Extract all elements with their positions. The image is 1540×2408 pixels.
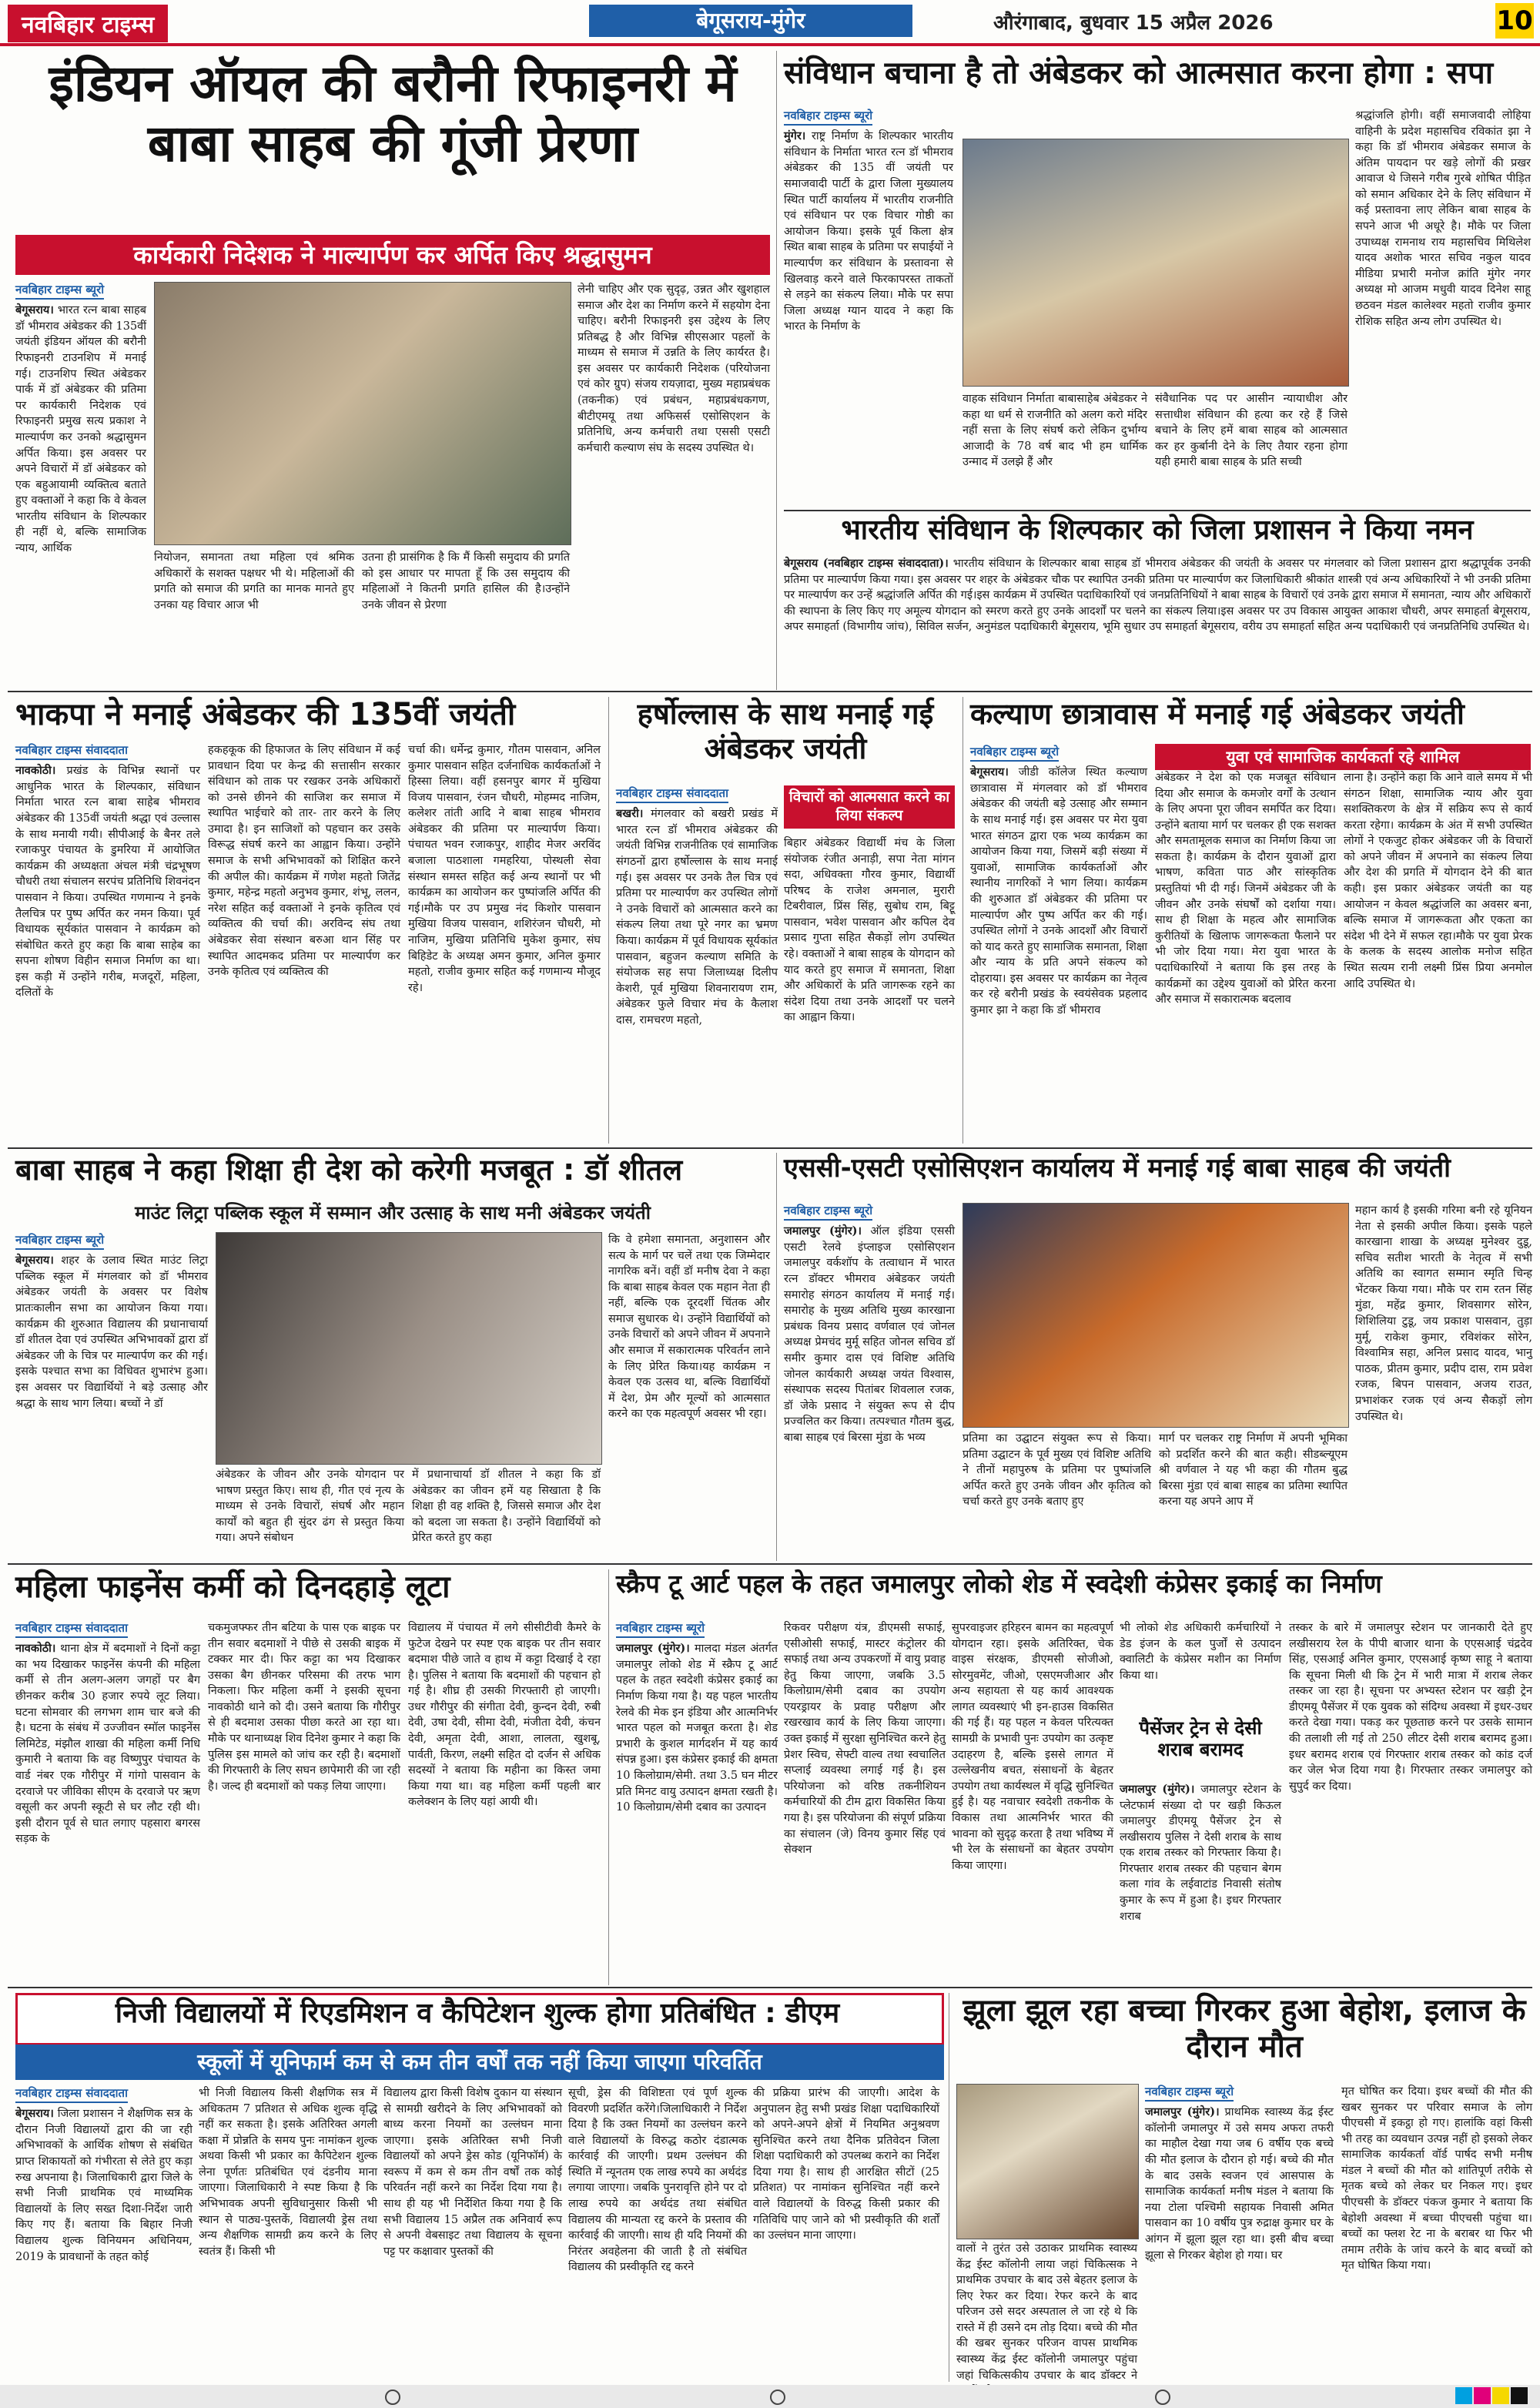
s12-byline: नवबिहार टाइम्स संवाददाता (15, 2085, 128, 2103)
s13-byline: नवबिहार टाइम्स ब्यूरो (1145, 2084, 1234, 2102)
s10-col4 (1120, 1620, 1281, 1713)
s5-para1: मंगलवार को बखरी प्रखंड में भारत रत्न डॉ भीमराव अंबेडकर की जयंती विभिन्न राजनीतिक एवं सामाजिक संगठनों द्वारा हर्षोल्लास के साथ मनाई गई। इस अवसर पर उनके तैल चित्र एवं प्रतिमा पर माल्यार्पण कर उपस्थित लोगों ने उनके विचारों को आत्मसात करने का संकल्प लिया तथा पूरे नगर का भ्रमण किया। कार्यक्रम में पूर्व विधायक सूर्यकांत पासवान, बहुजन कल्याण समिति के संयोजक सह सपा जिलाध्यक्ष दिलीप केशरी, पूर्व मुखिया शिवनारायण राम, अंबेडकर फुले विचार मंच के कैलाश दास, रामचरण महतो, (616, 808, 778, 1026)
s1-para3: उतना ही प्रासंगिक है कि मैं किसी समुदाय की प्रगति को इस आधार पर मापता हूँ कि उस समुदाय की महिलाओं ने कितनी प्रगति हासिल की है।उन्होंने उनके जीवन से प्रेरणा (362, 551, 570, 611)
s6-col3 (1344, 770, 1532, 1144)
s7-para4: कि वे हमेशा समानता, अनुशासन और सत्य के मार्ग पर चलें तथा एक जिम्मेदार नागरिक बनें। वहीं डॉ मनीष देवा ने कहा कि बाबा साहब केवल एक महान नेता ही नहीं, बल्कि एक दूरदर्शी चिंतक और समाज सुधारक थे। उन्होंने विद्यार्थियों को उनके विचारों को अपने जीवन में अपनाने और समाज में सकारात्मक परिवर्तन लाने के लिए प्रेरित किया।यह कार्यक्रम न केवल एक उत्सव था, बल्कि विद्यार्थियों में देश, प्रेम और मूल्यों को आत्मसात करने का एक महत्वपूर्ण अवसर भी रहा। (608, 1234, 770, 1421)
s7-place: बेगूसराय। (15, 1254, 54, 1268)
s4-para1: प्रखंड के विभिन्न स्थानों पर आधुनिक भारत के शिल्पकार, संविधान निर्माता भारत रत्न बाबा साहेब भीमराव अंबेडकर की 135वीं जयंती श्रद्धा एवं उल्लास के साथ मनायी गयी। सीपीआई के बैनर तले रजाकपुर पंचायत के डुमरिया में आयोजित कार्यक्रम की अध्यक्षता अंचल मंत्री चंद्रभूषण चौधरी तथा संचालन सरपंच प्रतिनिधि शिवनंदन पासवान ने किया। उपस्थित गणमान्य ने इनके तैलचित्र पर पुष्प अर्पित कर नमन किया। पूर्व विधायक सूर्यकांत पासवान ने कार्यक्रम को संबोधित करते हुए कहा कि बाबा साहेब का सपना शोषण विहीन समाज निर्माण का था। इस कड़ी में उन्होंने गरीब, मजदूरों, महिला, दलितों के (15, 765, 200, 1000)
s5-col2 (784, 836, 955, 1144)
s4-place: नावकोठी। (15, 764, 56, 778)
s1-col4 (578, 282, 770, 682)
s2-col4 (1355, 108, 1531, 508)
s7-byline: नवबिहार टाइम्स ब्यूरो (15, 1232, 104, 1250)
s8-para2: प्रतिमा का उद्घाटन संयुक्त रूप से किया। प्रतिमा उद्घाटन के पूर्व मुख्य एवं विशिष्ट अतिथि ने तीनों महापुरुष के प्रतिमा पर पुष्पांजलि अर्पित करते हुए उनके जीवन और कृतित्व को चर्चा करते हुए उनके बताए हुए (962, 1432, 1151, 1509)
s9-para1: थाना क्षेत्र में बदमाशों ने दिनों कट्टा का भय दिखाकर फाइनेंस कंपनी की महिला कर्मी से तीन अलग-अलग जगहों पर बैग छीनकर करीब 30 हजार रुपये लूट लिया। घटना सोमवार की लगभग शाम चार बजे की है। घटना के संबंध में उज्जीवन स्मॉल फाइनेंस लिमिटेड, मंझौल शाखा की महिला कर्मी निधि कुमारी ने बताया कि वह विष्णुपुर पंचायत के वार्ड नंबर एक गौरीपुर में गांगो पासवान के दरवाजे पर जीविका सीएम के दरवाजे पर ऋण वसूली कर अपनी स्कूटी से घर लौट रही थी। इसी दौरान पूर्व से घात लगाए पहसारा बगरस सड़क के (15, 1643, 200, 1846)
s2-headline: संविधान बचाना है तो अंबेडकर को आत्मसात करना होगा : सपा (784, 55, 1494, 91)
s9-byline: नवबिहार टाइम्स संवाददाता (15, 1620, 128, 1638)
s11-headline: पैसेंजर ट्रेन से देसी शराब बरामद (1139, 1717, 1262, 1761)
s12-headline: निजी विद्यालयों में रिएडमिशन व कैपिटेशन शुल्क होगा प्रतिबंधित : डीएम (115, 1998, 840, 2029)
page-header (0, 0, 1540, 48)
s1-para4: लेनी चाहिए और एक सुदृढ़, उन्नत और खुशहाल समाज और देश का निर्माण करने में सहयोग देना चाहिए। बरौनी रिफाइनरी इस उद्देश्य के लिए प्रतिबद्ध है और विभिन्न सीएसआर पहलों के माध्यम से समाज में उन्नति के लिए कार्यरत है। इस अवसर पर कार्यकारी निदेशक (परियोजना एवं कोर ग्रुप) संजय रायज़ादा, मुख्य महाप्रबंधक (तकनीक) एवं प्रबंधन, महाप्रबंधकगण, बीटीएमयू तथा अफिसर्स एसोसिएशन के प्रतिनिधि, अन्य कर्मचारी तथा एससी एसटी कर्मचारी कल्याण संघ के सदस्य उपस्थित थे। (578, 283, 770, 454)
s12-para1: जिला प्रशासन ने शैक्षणिक सत्र के दौरान निजी विद्यालयों द्वारा की जा रही अभिभावकों के आर्थिक शोषण से संबंधित प्राप्त शिकायतों को गंभीरता से लेते हुए कड़ा रुख अपनाया है। जिलाधिकारी द्वारा जिले के सभी निजी प्राथमिक एवं माध्यमिक विद्यालयों के लिए सख्त दिशा-निर्देश जारी किए गए हैं। बताया कि बिहार निजी विद्यालय शुल्क विनियमन अधिनियम, 2019 के प्रावधानों के तहत कोई (15, 2108, 192, 2263)
s2-para2: वाहक संविधान निर्माता बाबासाहेब अंबेडकर ने कहा था धर्म से राजनीति को अलग करो मंदिर नहीं सत्ता के लिए संघर्ष करो लेकिन दुर्भाग्य आजादी के 78 वर्ष बाद भी हम धार्मिक उन्माद में उलझे हैं और (962, 393, 1147, 469)
s8-byline: नवबिहार टाइम्स ब्यूरो (784, 1203, 872, 1221)
newspaper-masthead: नवबिहार टाइम्स (8, 5, 168, 42)
s3-place: बेगूसराय (नवबिहार टाइम्स संवाददाता)। (784, 557, 949, 570)
section-title: बेगूसराय-मुंगेर (589, 5, 912, 37)
s12-para5: की प्रक्रिया प्रारंभ की जाएगी। आदेश के अनुपालन हेतु सभी प्रखंड शिक्षा पदाधिकारियों को अपने-अपने क्षेत्रों में नियमित अनुश्रवण सुनिश्चित करने तथा दैनिक प्रतिवेदन जिला शिक्षा पदाधिकारी को उपलब्ध कराने का निर्देश दिया गया है। साथ ही आरक्षित सीटों (25 प्रतिशत) पर नामांकन सुनिश्चित नहीं करने वाले विद्यालयों के विरुद्ध किसी प्रकार की गतिविधि पाए जाने को भी प्रस्वीकृति की शर्तों का उल्लंघन माना जाएगा। (753, 2087, 939, 2242)
s10-col2 (784, 1620, 946, 1982)
registration-mark-icon (770, 2390, 785, 2405)
divider (8, 1987, 1532, 1988)
cmyk-magenta-swatch-icon (1474, 2387, 1491, 2404)
divider (784, 510, 1531, 511)
page-number: 10 (1495, 3, 1534, 39)
s8-col3 (1159, 1431, 1348, 1558)
cmyk-yellow-swatch-icon (1492, 2387, 1509, 2404)
s10-para2: रिकवर परीक्षण यंत्र, डीएमसी सफाई, एसीओसी सफाई, मास्टर कंट्रोलर की सफाई तथा अन्य उपकरणों में वायु प्रवाह हेतु किया जाएगा, जबकि 3.5 किलोग्राम/सेमी दबाव का उपयोग एयरड्रायर के प्रवाह परीक्षण और रखरखाव कार्य के लिए किया जाएगा। उक्त इकाई में सुरक्षा सुनिश्चित करने हेतु प्रेशर स्विच, सेफ्टी वाल्व तथा स्वचालित सप्लाई व्यवस्था लगाई गई है। इस परियोजना को वरिष्ठ तकनीशियन कर्मचारियों की टीम द्वारा विकसित किया गया है। इस परियोजना की संपूर्ण प्रक्रिया का संचालन (जे) विनय कुमार सिंह एवं सेक्शन (784, 1622, 946, 1857)
s8-col2 (962, 1431, 1151, 1558)
s8-col4 (1355, 1203, 1532, 1557)
s2-place: मुंगेर। (784, 129, 806, 143)
s12-para3: विद्यालय द्वारा किसी विशेष दुकान या संस्थान से सामग्री खरीदने के लिए अभिभावकों को बाध्य करना नियमों का उल्लंघन माना जाएगा। इसके अतिरिक्त सभी निजी विद्यालयों को अपने ड्रेस कोड (यूनिफॉर्म) के स्वरूप में कम से कम तीन वर्षों तक कोई परिवर्तन नहीं करने का निर्देश दिया गया है। साथ ही यह भी निर्देशित किया गया है कि सभी विद्यालय 15 अप्रैल तक अनिवार्य रूप से अपनी वेबसाइट तथा विद्यालय के सूचना पट्ट पर कक्षावार पुस्तकों की (383, 2087, 562, 2258)
s1-banner: कार्यकारी निदेशक ने माल्यार्पण कर अर्पित किए श्रद्धासुमन (15, 235, 770, 275)
s6-headline: कल्याण छात्रावास में मनाई गई अंबेडकर जयंती (970, 697, 1465, 731)
s4-para3: चर्चा की। धर्मेन्द्र कुमार, गौतम पासवान, अनिल कुमार पासवान सहित दर्जनाधिक कार्यकर्ताओं ने हिस्सा लिया। वहीं हसनपुर बागर में मुखिया विजय पासवान, रंजन चौधरी, मोहम्मद नाजिम, कलेशर तांती आदि ने बाबा साहब भीमराव अंबेडकर की प्रतिमा पर माल्यार्पण किया। पंचायत भवन रजाकपुर, शाहीद मेजर अरविंद बजाला पाठशाला गमहरिया, पोस्थली सेवा संस्थान समस्त सहित कई अन्य स्थानों पर भी कार्यक्रम का आयोजन कर पुष्पांजलि अर्पित की गई।मौके पर उप प्रमुख नंद किशोर पासवान मुखिया विजय पासवान, शशिरंजन चौधरी, मो नाजिम, मुखिया प्रतिनिधि मुकेश कुमार, संघ बिहिडेट के अध्यक्ष अमन कुमार, अनिल कुमार महतो, राजीव कुमार सहित कई गणमान्य मौजूद रहे। (408, 744, 601, 994)
s3-body (784, 556, 1531, 687)
s1-col2 (154, 550, 354, 685)
s11-place: जमालपुर (मुंगेर)। (1120, 1783, 1195, 1796)
s3-para1: भारतीय संविधान के शिल्पकार बाबा साहब डॉ भीमराव अंबेडकर की जयंती के अवसर पर मंगलवार को जिला प्रशासन द्वारा श्रद्धापूर्वक उनकी प्रतिमा पर माल्यार्पण किया गया। इस अवसर पर शहर के अंबेडकर चौक पर स्थापित उनकी प्रतिमा पर माल्यार्पण कर जिलाधिकारी श्रीकांत शास्त्री एवं अन्य अधिकारियों ने भी उनकी प्रतिमा पर माल्यार्पण कर उन्हें श्रद्धांजलि अर्पित की गई।इस कार्यक्रम में उपस्थित पदाधिकारियों एवं जनप्रतिनिधियों ने बाबा साहब के विचारों एवं उनके द्वारा समाज में समानता, न्याय और अधिकारों की स्थापना के लिए किए गए अमूल्य योगदान को स्मरण करते हुए उनके आदर्शों पर चलने का संकल्प लिया।इस अवसर पर उप विकास आयुक्त आकाश चौधरी, अपर समाहर्ता बेगूसराय, अपर समाहर्ता (विभागीय जांच), सिविल सर्जन, अनुमंडल पदाधिकारी बेगूसराय, भूमि सुधार उप समाहर्ता बेगूसराय, वरीय उप समाहर्ता सहित अन्य पदाधिकारी एवं जनप्रतिनिधि उपस्थित थे। (784, 558, 1531, 634)
s2-para4: श्रद्धांजलि होगी। वहीं समाजवादी लोहिया वाहिनी के प्रदेश महासचिव रविकांत झा ने कहा कि डॉ भीमराव अंबेडकर समाज के अंतिम पायदान पर खड़े लोगों की प्रखर आवाज थे जिसने गरीब गुरबे शोषित पीड़ित को समान अधिकार देने के लिए संविधान में कई प्रस्तावना लाए लेकिन बाबा साहब के सपने आज भी अधूरे है। मौके पर जिला उपाध्यक्ष रामनाथ राय महासचिव मिथिलेश यादव अशोक भारत सचिव नकुल यादव मीडिया प्रभारी मनोज क्रांति मुंगेर नगर अध्यक्ष मो आजम मधुवी यादव दिनेश साहू छठवन मंडल कालेश्वर महतो राजीव कुमार रोशिक सहित अन्य लोग उपस्थित थे। (1355, 109, 1531, 328)
divider (608, 697, 609, 1144)
s7-photo-school-event (216, 1232, 602, 1465)
s2-photo-sp-tribute (962, 139, 1349, 387)
s13-col1 (956, 2241, 1137, 2382)
s2-para1: राष्ट्र निर्माण के शिल्पकार भारतीय संविधान के निर्माता भारत रत्न डॉ भीमराव अंबेडकर की 135 वीं जयंती पर समाजवादी पार्टी के द्वारा जिला मुख्यालय स्थित पार्टी कार्यालय में भारतीय राजनीति एवं संविधान पर एक विचार गोष्ठी का आयोजन किया। इसके पूर्व किला क्षेत्र स्थित बाबा साहब के प्रतिमा पर सपाईयों ने माल्यार्पण कर संविधान के प्रस्तावना से खिलवाड़ करने वाले फिरकापरस्त ताकतों से लड़ने का संकल्प लिया। मौके पर सपा जिला अध्यक्ष ग्यान यादव ने कहा कि भारत के निर्माण के (784, 130, 953, 333)
s4-col2 (208, 742, 400, 1143)
s9-para2: चकमुजफ्फर तीन बटिया के पास एक बाइक पर तीन सवार बदमाशों ने पीछे से उसकी बाइक में टक्कर मार दी। फिर कट्टा का भय दिखाकर उसका बैग छीनकर परिसमा की तरफ भाग निकला। फिर महिला कर्मी ने इसकी सूचना नावकोठी थाने को दी। उसने बताया कि गौरीपुर से ही बदमाश उसका पीछा करते आ रहा था। मौके पर थानाध्यक्ष शिव दिनेश कुमार ने कहा कि पुलिस इस मामले को जांच कर रही है। बदमाशों की गिरफ्तारी के लिए सघन छापेमारी की जा रही है। जल्द ही बदमाशों को पकड़ लिया जाएगा। (208, 1622, 400, 1793)
s1-col3 (362, 550, 570, 685)
s10-col3 (952, 1620, 1113, 1982)
s1-col1 (15, 282, 146, 682)
s6-col1 (970, 744, 1147, 1144)
s7-col4 (608, 1232, 770, 1556)
s12-place: बेगूसराय। (15, 2107, 54, 2121)
s11-col2 (1289, 1620, 1532, 1982)
s10-byline: नवबिहार टाइम्स ब्यूरो (616, 1620, 705, 1638)
s10-para3: सुपरवाइजर हरिहरन बामन का महत्वपूर्ण योगदान रहा। इसके अतिरिक्त, चेक वाइस संरक्षक, डीएमसी सोजीओ, सोरमुवमेंट, जीओ, एसएमजीआर और अन्य सहायता से यह कार्य आवश्यक लागत व्यवस्थाएं भी इन-हाउस विकसित की गई हैं। यह पहल न केवल परित्यक्त सामग्री के प्रभावी पुनः उपयोग का उत्कृष्ट उदाहरण है, बल्कि इससे लागत में उल्लेखनीय बचत, संसाधनों के बेहतर उपयोग तथा कार्यस्थल में वृद्धि सुनिश्चित हुई है। यह नवाचार स्वदेशी तकनीक के विकास तथा आत्मनिर्भर भारत की भावना को सुदृढ़ करता है तथा भविष्य में भी रेल के संसाधनों का बेहतर उपयोग किया जाएगा। (952, 1622, 1113, 1872)
s8-para4: महान कार्य है इसकी गरिमा बनी रहे यूनियन नेता से इसकी अपील किया। इसके पहले कारखाना शाखा के अध्यक्ष मुनेश्वर दुडू, सचिव सतीश भारती के नेतृत्व में सभी अतिथि का स्वागत सम्मान स्मृति चिन्ह भेंटकर किया गया। मौके पर राम रतन सिंह मुंडा, महेंद्र कुमार, शिवसागर सोरेन, शिशिलिया टुडू, जय प्रकाश पासवान, तुड़ा मुर्मू, राकेश कुमार, रविशंकर सोरेन, विश्वामित्र सहा, अनिल प्रसाद यादव, भानु पाठक, प्रीतम कुमार, प्रदीप दास, राम प्रवेश रजक, बिपन पासवान, अजय राउत, प्रभाशंकर रजक एवं अन्य सैकड़ों लोग उपस्थित थे। (1355, 1204, 1532, 1423)
s13-photo-grieving-family (956, 2084, 1139, 2239)
s12-banner: स्कूलों में यूनिफार्म कम से कम तीन वर्षों तक नहीं किया जाएगा परिवर्तित (15, 2045, 944, 2080)
s8-place: जमालपुर (मुंगेर)। (784, 1224, 862, 1238)
divider (776, 1153, 777, 1561)
s5-headline: हर्षोल्लास के साथ मनाई गई अंबेडकर जयंती (637, 697, 934, 765)
divider (8, 1147, 1532, 1149)
s10-headline: स्क्रैप टू आर्ट पहल के तहत जमालपुर लोको शेड में स्वदेशी कंप्रेसर इकाई का निर्माण (616, 1569, 1382, 1599)
s5-place: बखरी। (616, 807, 644, 821)
s10-col1 (616, 1620, 778, 1982)
s8-photo-statue-unveiling (962, 1203, 1349, 1428)
s5-kicker: विचारों को आत्मसात करने का लिया संकल्प (784, 785, 955, 829)
s6-place: बेगूसराय। (970, 765, 1009, 779)
s12-col3 (383, 2085, 562, 2382)
s2-col1 (784, 108, 953, 508)
s7-para2: अंबेडकर के जीवन और उनके योगदान पर भाषण प्रस्तुत किए। साथ ही, गीत एवं नृत्य के माध्यम से उनके विचारों, संघर्ष और महान कार्यों को बहुत ही सुंदर ढंग से प्रस्तुत किया गया। अपने संबोधन (216, 1469, 404, 1545)
s7-headline: बाबा साहब ने कहा शिक्षा ही देश को करेगी मजबूत : डॉ शीतल (15, 1153, 683, 1187)
s13-col3 (1341, 2084, 1532, 2382)
s1-byline: नवबिहार टाइम्स ब्यूरो (15, 282, 104, 300)
s1-para2: नियोजन, समानता तथा महिला एवं श्रमिक अधिकारों के सशक्त पक्षधर भी थे। महिलाओं की प्रगति को समाज की प्रगति का मानक मानते हुए उनका यह विचार आज भी (154, 551, 354, 611)
divider (8, 1563, 1532, 1565)
s6-para1: जीडी कॉलेज स्थित कल्याण छात्रावास में मंगलवार को डॉ भीमराव अंबेडकर की जयंती बड़े उत्साह और सम्मान के साथ मनाई गई। इस अवसर पर मेरा युवा भारत संगठन द्वारा एक भव्य कार्यक्रम का आयोजन किया गया, जिसमें बड़ी संख्या में युवाओं, सामाजिक कार्यकर्ताओं और स्थानीय नागरिकों ने भाग लिया। कार्यक्रम की शुरुआत डॉ अंबेडकर की प्रतिमा पर माल्यार्पण और पुष्प अर्पित कर की गई। उपस्थित लोगों ने उनके आदर्शों और विचारों को याद करते हुए सामाजिक समानता, शिक्षा और न्याय के प्रति अपने संकल्प को दोहराया। इस अवसर पर कार्यक्रम का नेतृत्व कर रहे बरौनी प्रखंड के स्वयंसेवक प्रहलाद कुमार झा ने कहा कि डॉ भीमराव (970, 766, 1148, 1016)
s6-para2: अंबेडकर ने देश को एक मजबूत संविधान दिया और समाज के कमजोर वर्गों के उत्थान के लिए अपना पूरा जीवन समर्पित कर दिया। उन्होंने बताया मार्ग पर चलकर ही एक सशक्त और समतामूलक समाज का निर्माण किया जा सकता है। कार्यक्रम के दौरान युवाओं द्वारा भाषण, कविता पाठ और सांस्कृतिक प्रस्तुतियां भी दी गई। जिनमें अंबेडकर जी के जीवन और उनके संघर्षों को दर्शाया गया। साथ ही शिक्षा के महत्व और सामाजिक कुरीतियों के खिलाफ जागरूकता फैलाने पर भी जोर दिया गया। मेरा युवा भारत के पदाधिकारियों ने बताया कि इस तरह के कार्यक्रमों का उद्देश्य युवाओं को प्रेरित करना और समाज में सकारात्मक बदलाव (1155, 772, 1336, 1006)
s6-byline: नवबिहार टाइम्स ब्यूरो (970, 744, 1059, 762)
s7-para3: में प्रधानाचार्या डॉ शीतल ने कहा कि डॉ अंबेडकर का जीवन हमें यह सिखाता है कि शिक्षा ही वह शक्ति है, जिससे समाज और देश को बदला जा सकता है। उन्होंने विद्यार्थियों को प्रेरित करते हुए कहा (412, 1469, 601, 1545)
dateline: औरंगाबाद, बुधवार 15 अप्रैल 2026 (993, 12, 1274, 35)
s1-headline: इंडियन ऑयल की बरौनी रिफाइनरी में बाबा साहब की गूंजी प्रेरणा (49, 54, 737, 173)
s12-col4 (568, 2085, 747, 2382)
s11-para1: जमालपुर स्टेशन के प्लेटफार्म संख्या दो पर खड़ी किऊल जमालपुर डीएमयू पैसेंजर ट्रेन से लखीसराय पुलिस ने देसी शराब के साथ एक शराब तस्कर को गिरफ्तार किया है। गिरफ्तार शराब तस्कर की पहचान बेगम कला गांव के लईवाटांड निवासी संतोष कुमार के रूप में हुआ है। इधर गिरफ्तार शराब (1120, 1783, 1281, 1923)
s2-para3: संवैधानिक पद पर आसीन न्यायाधीश और सत्ताधीश संविधान की हत्या कर रहे हैं जिसे बचाने के लिए हमें बाबा साहब को आत्मसात कर हर कुर्बानी देने के लिए तैयार रहना होगा यही हमारी बाबा साहब के प्रति सच्ची (1155, 393, 1348, 469)
divider (962, 697, 963, 1144)
s10-para1: मालदा मंडल अंतर्गत जमालपुर लोको शेड में स्क्रैप टू आर्ट पहल के तहत स्वदेशी कंप्रेसर इकाई का निर्माण किया गया है। यह पहल भारतीय रेलवे की मेक इन इंडिया और आत्मनिर्भर भारत पहल को मजबूत करता है। शेड प्रभारी के कुशल मार्गदर्शन में यह कार्य संपन्न हुआ। इस कंप्रेसर इकाई की क्षमता 10 किलोग्राम/सेमी. तथा 3.5 घन मीटर प्रति मिनट वायु उत्पादन क्षमता रखती है। 10 किलोग्राम/सेमी दबाव का उत्पादन (616, 1643, 778, 1814)
s4-col1 (15, 742, 200, 1143)
s6-para3: लाना है। उन्होंने कहा कि आने वाले समय में भी संगठन शिक्षा, सामाजिक न्याय और युवा सशक्तिकरण के क्षेत्र में सक्रिय रूप से कार्य करता रहेगा। कार्यक्रम के अंत में सभी उपस्थित लोगों ने एकजुट होकर अंबेडकर जी के विचारों को अपने जीवन में अपनाने का संकल्प लिया और देश की प्रगति में योगदान देने की बात कही। इस प्रकार अंबेडकर जयंती का यह आयोजन न केवल श्रद्धांजलि का अवसर बना, बल्कि समाज में जागरूकता और एकता का संदेश भी देने में सफल रहा।मौके पर युवा प्रेरक के कलक के सदस्य आलोक मनोज सहित स्थित सत्यम रानी लक्ष्मी प्रिंस प्रिया अनमोल आदि उपस्थित थे। (1344, 772, 1532, 990)
s4-headline: भाकपा ने मनाई अंबेडकर की 135वीं जयंती (15, 697, 516, 732)
s12-col1 (15, 2085, 192, 2382)
s13-para3: मृत घोषित कर दिया। इधर बच्चों की मौत की खबर सुनकर पर परिवार समाज के लोग पीएचसी में इकट्ठा हो गए। हालांकि वहां किसी भी तरह का व्यवधान उत्पन्न नहीं हो इसको लेकर सामाजिक कार्यकर्ता वॉर्ड पार्षद सभी मनीष मंडल ने बच्चों की मौत को शांतिपूर्ण तरीके से मृतक बच्चे को लेकर घर निकल गए। इधर पीएचसी के डॉक्टर पंकज कुमार ने बताया कि बेहोशी अवस्था में बच्चा पीएचसी पहुंचा था। बच्चों का फ्लश रेट ना के बराबर था फिर भी तमाम तरीके के जांच करने के बाद बच्चों को मृत घोषित किया गया। (1341, 2085, 1532, 2272)
s8-para1: ऑल इंडिया एससी एसटी रेलवे इंप्लाइज एसोसिएशन जमालपुर वर्कशॉप के तत्वाधान में भारत रत्न डॉक्टर भीमराव अंबेडकर जयंती समारोह संगठन कार्यालय में मनाई गई। समारोह के मुख्य अतिथि मुख्य कारखाना प्रबंधक विनय प्रसाद वर्णवाल एवं जोनल अध्यक्ष प्रेमचंद मुर्मू सहित जोनल सचिव डॉ समीर कुमार दास एवं विशिष्ट अतिथि जोनल कार्यकारी अध्यक्ष जयंत विश्वास, संस्थापक सदस्य पितांबर शिवलाल रजक, डॉ जेके प्रसाद ने संयुक्त रूप से दीप प्रज्वलित कर किया। तत्पश्चात गौतम बुद्ध, बाबा साहब एवं बिरसा मुंडा के भव्य (784, 1225, 956, 1444)
s10-para4: भी लोको शेड अधिकारी कर्मचारियों ने डेड इंजन के कल पुर्जों से उत्पादन क्वालिटी के कंप्रेसर मशीन का निर्माण किया था। (1120, 1622, 1281, 1682)
s13-place: जमालपुर (मुंगेर)। (1145, 2105, 1220, 2119)
cmyk-cyan-swatch-icon (1455, 2387, 1472, 2404)
s13-para2: वालों ने तुरंत उसे उठाकर प्राथमिक स्वास्थ्य केंद्र ईस्ट कॉलोनी लाया जहां चिकित्सक ने प्राथमिक उपचार के बाद उसे बेहतर इलाज के लिए रेफर कर दिया। रेफर करने के बाद परिजन उसे सदर अस्पताल ले जा रहे थे कि रास्ते में ही उसने दम तोड़ दिया। बच्चे की मौत की खबर सुनकर परिजन वापस प्राथमिक स्वास्थ्य केंद्र ईस्ट कॉलोनी जमालपुर पहुंचा जहां चिकित्सकीय उपचार के बाद डॉक्टर ने (956, 2242, 1137, 2382)
s2-col3 (1155, 391, 1348, 507)
s12-col5 (753, 2085, 939, 2382)
divider (776, 51, 777, 690)
s9-col1 (15, 1620, 200, 1982)
header-rule (0, 43, 1540, 46)
s5-col1 (616, 785, 778, 1144)
s13-col2 (1145, 2084, 1334, 2382)
s9-headline: महिला फाइनेंस कर्मी को दिनदहाड़े लूटा (15, 1569, 450, 1605)
s10-place: जमालपुर (मुंगेर)। (616, 1642, 690, 1656)
s9-para3: विद्यालय में पंचायत में लगे सीसीटीवी कैमरे के फुटेज देखने पर स्पष्ट एक बाइक पर तीन सवार बदमाश पीछे जाते व हाथ में कट्टा दिखाई दे रहा है। पुलिस ने बताया कि बदमाशों की पहचान हो गई है। शीघ्र ही उसकी गिरफ्तारी हो जाएगी। उधर गौरीपुर की संगीता देवी, कुन्दन देवी, रुबी देवी, उषा देवी, सीमा देवी, मंजीता देवी, कंचन देवी, अमृता देवी, आशा, लालता, खुशबू, पार्वती, किरण, लक्ष्मी सहित दो दर्जन से अधिक सदस्यों ने बताया कि महीना का किस्त जमा किया गया था। वह महिला कर्मी पहली बार कलेक्शन के लिए यहां आयी थी। (408, 1622, 601, 1809)
s7-col1 (15, 1232, 208, 1556)
s7-subhead: माउंट लिट्रा पब्लिक स्कूल में सम्मान और उत्साह के साथ मनी अंबेडकर जयंती (135, 1202, 651, 1224)
s6-col2 (1155, 770, 1336, 1144)
divider (8, 691, 1532, 692)
s12-para2: भी निजी विद्यालय किसी शैक्षणिक सत्र में अधिकतम 7 प्रतिशत से अधिक शुल्क वृद्धि नहीं कर सकता है। इसके अतिरिक्त अगली कक्षा में प्रोन्नति के समय पुनः नामांकन शुल्क अथवा किसी भी प्रकार का कैपिटेशन शुल्क लेना पूर्णतः प्रतिबंधित एवं दंडनीय माना जाएगा। जिलाधिकारी ने स्पष्ट किया है कि अभिभावक अपनी सुविधानुसार किसी भी स्थान से पाठ्य-पुस्तकें, विद्यालयी ड्रेस तथा अन्य शैक्षणिक सामग्री क्रय करने के लिए स्वतंत्र हैं। किसी भी (199, 2087, 377, 2258)
s1-place: बेगूसराय। (15, 303, 54, 317)
s4-byline: नवबिहार टाइम्स संवाददाता (15, 742, 128, 760)
s13-para1: प्राथमिक स्वास्थ्य केंद्र ईस्ट कॉलोनी जमालपुर में उसे समय अफरा तफरी का माहौल देखा गया जब 6 वर्षीय एक बच्चे की मौत इलाज के दौरान हो गई। बच्चे की मौत के बाद उसके स्वजन एवं आसपास के सामाजिक कार्यकर्ता मनीष मंडल ने बताया कि नया टोला पश्चिमी सहायक निवासी अमित पासवान का 10 वर्षीय पुत्र रुद्राक्ष कुमार घर के आंगन में झूला झूल रहा था। इसी बीच बच्चा झूला से गिरकर बेहोश हो गया। घर (1145, 2106, 1334, 2262)
s6-kicker: युवा एवं सामाजिक कार्यकर्ता रहे शामिल (1155, 744, 1531, 770)
s5-para2: बिहार अंबेडकर विद्यार्थी मंच के जिला संयोजक रंजीत अनाड़ी, सपा नेता मांगन सदा, अधिवक्ता गौरव कुमार, विद्यार्थी परिषद के राजेश अमनाल, मुरारी टिबरीवाल, प्रिंस सिंह, सुबोध राम, बिट्टू पासवान, भवेश पासवान और कपिल देव प्रसाद गुप्ता सहित सैकड़ों लोग उपस्थित रहे। वक्ताओं ने बाबा साहब के योगदान को याद करते हुए समाज में समानता, शिक्षा और अधिकारों के प्रति जागरूक रहने का संदेश दिया तथा उनके आदर्शों पर चलने का आह्वान किया। (784, 837, 955, 1024)
s8-col1 (784, 1203, 955, 1557)
registration-mark-icon (385, 2390, 400, 2405)
s7-para1: शहर के उलाव स्थित माउंट लिट्रा पब्लिक स्कूल में मंगलवार को डॉ भीमराव अंबेडकर जयंती के अवसर पर विशेष प्रातःकालीन सभा का आयोजन किया गया। कार्यक्रम की शुरुआत विद्यालय की प्रधानाचार्या डॉ शीतल देवा एवं उपस्थित अभिभावकों द्वारा डॉ अंबेडकर जी के चित्र पर माल्यार्पण कर की गई। इसके पश्चात सभा का विधिवत शुभारंभ हुआ। इस अवसर पर विद्यार्थियों ने बड़े उत्साह और श्रद्धा के साथ भाग लिया। बच्चों ने डॉ (15, 1254, 209, 1410)
s4-col3 (408, 742, 601, 1143)
s5-byline: नवबिहार टाइम्स संवाददाता (616, 785, 728, 803)
s3-headline: भारतीय संविधान के शिल्पकार को जिला प्रशासन ने किया नमन (841, 514, 1474, 546)
s9-col3 (408, 1620, 601, 1982)
s8-para3: मार्ग पर चलकर राष्ट्र निर्माण में अपनी भूमिका को प्रदर्शित करने की बात कही। सीडब्ल्यूएम श्री वर्णवाल ने यह भी कहा की गौतम बुद्ध बिरसा मुंडा एवं बाबा साहब का प्रतिमा स्थापित करना यह अपने आप में (1159, 1432, 1348, 1509)
s12-col2 (199, 2085, 377, 2382)
s4-para2: हकहकूक की हिफाजत के लिए संविधान में कई प्रावधान दिया पर केन्द्र की सत्तासीन सरकार संविधान को ताक पर रखकर उनके अधिकारों को उनसे छीनने की साजिश कर समाज में स्थापित भाईचारे को तार- तार करने के लिए उमादा है। इन साजिशों को पहचान कर उसके विरूद्ध संघर्ष करने का आह्वान किया। उन्होंने समाज के सभी अभिभावकों को शिक्षित करने की अपील की। कार्यक्रम में गणेश महतो जितेंद्र कुमार, महेन्द्र महतो अनुभव कुमार, शंभू, ललन, नरेश सहित कई वक्ताओं ने इनके कृतित्व एवं व्यक्तित्व की चर्चा की। अरविन्द संघ तथा अंबेडकर सेवा संस्थान बरुआ थान सिंह पर स्थापित आदमकद प्रतिमा पर माल्यार्पण कर उनके कृतित्व एवं व्यक्तित्व की (208, 744, 400, 979)
divider (608, 1569, 609, 1985)
s11-para2: तस्कर के बारे में जमालपुर स्टेशन पर जानकारी देते हुए लखीसराय रेल के पीपी बाजार थाना के एएसआई चंद्रदेव सिंह, एसआई अनिल कुमार, एएसआई कृष्ण साहू ने बताया कि सूचना मिली थी कि ट्रेन में भारी मात्रा में शराब लेकर तस्कर जा रहा है। सूचना पर अभ्यस्त स्टेशन पर खड़ी ट्रेन डीएमयू पैसेंजर में एक युवक को संदिग्ध अवस्था में इधर-उधर करते देखा गया। पकड़ कर पूछताछ करने पर उसके सामान की तलाशी ली गई तो 250 लीटर देसी शराब बरामद हुआ। इधर बरामद शराब एवं गिरफ्तार शराब तस्कर को कांड दर्ज कर जेल भेज दिया गया है। गिरफ्तार तस्कर जमालपुर को सुपुर्द कर दिया। (1289, 1622, 1532, 1793)
s8-headline: एससी-एसटी एसोसिएशन कार्यालय में मनाई गई बाबा साहब की जयंती (784, 1153, 1451, 1184)
s2-byline: नवबिहार टाइम्स ब्यूरो (784, 108, 872, 126)
registration-mark-icon (1155, 2390, 1170, 2405)
s9-col2 (208, 1620, 400, 1982)
s2-col2 (962, 391, 1147, 507)
s1-para1: भारत रत्न बाबा साहब डॉ भीमराव अंबेडकर की 135वीं जयंती इंडियन ऑयल की बरौनी रिफाइनरी टाउनशिप में मनाई गई। टाउनशिप स्थित अंबेडकर पार्क में डॉ अंबेडकर की प्रतिमा पर कार्यकारी निदेशक एवं रिफाइनरी प्रमुख सत्य प्रकाश ने माल्यार्पण कर उनको श्रद्धासुमन अर्पित किया। इस अवसर पर अपने विचारों में डॉ अंबेडकर को एक बहुआयामी व्यक्तित्व बताते हुए वक्ताओं ने कहा कि वे केवल भारतीय संविधान के शिल्पकार ही नहीं थे, बल्कि सामाजिक न्याय, आर्थिक (15, 304, 146, 554)
s9-place: नावकोठी। (15, 1642, 56, 1656)
s13-headline: झूला झूल रहा बच्चा गिरकर हुआ बेहोश, इलाज के दौरान मौत (962, 1993, 1526, 2065)
cmyk-black-swatch-icon (1511, 2387, 1528, 2404)
s7-col3 (412, 1467, 601, 1556)
s1-photo-ambedkar-tribute (154, 282, 571, 545)
s11-col1 (1120, 1782, 1281, 1982)
s12-para4: सूची, ड्रेस की विशिष्टता एवं पूर्ण शुल्क विवरणी प्रदर्शित करेंगे।जिलाधिकारी ने निर्देश दिया है कि उक्त नियमों का उल्लंघन करने वाले विद्यालयों के विरुद्ध कठोर दंडात्मक कार्रवाई की जाएगी। प्रथम उल्लंघन की स्थिति में न्यूनतम एक लाख रुपये का अर्थदंड लगाया जाएगा। जबकि पुनरावृत्ति होने पर दो लाख रुपये का अर्थदंड तथा संबंधित विद्यालय की मान्यता रद्द करने के प्रस्ताव की कार्रवाई की जाएगी। साथ ही यदि नियमों की निरंतर अवहेलना की जाती है तो संबंधित विद्यालय की प्रस्वीकृति रद्द करने (568, 2087, 747, 2274)
s7-col2 (216, 1467, 404, 1556)
